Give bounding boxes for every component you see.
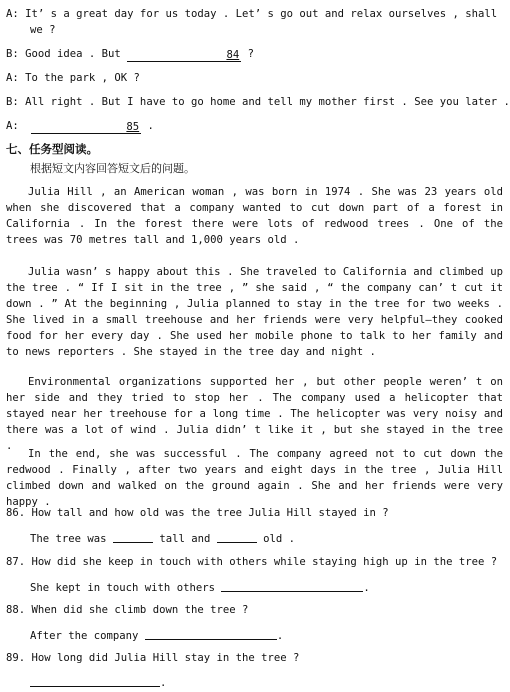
answer-87-prefix: She kept in touch with others	[30, 582, 215, 594]
dialogue-line-a2: A: To the park , OK ?	[6, 72, 140, 84]
answer-88-suffix: .	[276, 630, 284, 642]
answer-88-blank[interactable]	[145, 627, 277, 640]
dialogue-line-a1-cont: we ?	[30, 24, 56, 36]
question-88: 88. When did she climb down the tree ?	[6, 604, 249, 616]
section-title: 七、任务型阅读。	[6, 142, 98, 156]
answer-86-mid: tall and	[159, 533, 211, 545]
passage-paragraph-4-text: In the end, she was successful . The company agreed not to cut down the redwood . Finally , after two years and eight days in the tree , Julia Hill climbed down and walked on the ground again . She and her friends were very happy .	[6, 448, 503, 508]
passage-paragraph-1-text: Julia Hill , an American woman , was born in 1974 . She was 23 years old when she discovered that a company wanted to cut down part of a forest in California . In the forest there were lots of redwood trees . One of the trees was 70 metres tall and 1,000 years old .	[6, 186, 503, 246]
dialogue-a3-suffix: .	[147, 120, 154, 132]
dialogue-b1-prefix: B: Good idea . But	[6, 48, 121, 60]
passage-paragraph-4	[6, 446, 503, 510]
dialogue-b1-suffix: ?	[247, 48, 254, 60]
dialogue-line-b1	[6, 46, 254, 62]
section-instruction: 根据短文内容回答短文后的问题。	[30, 162, 195, 175]
blank-85-number: 85	[126, 121, 140, 133]
answer-87-suffix: .	[363, 582, 370, 594]
blank-84[interactable]	[127, 49, 241, 62]
question-87: 87. How did she keep in touch with others while staying high up in the tree ?	[6, 556, 498, 568]
answer-86-prefix: The tree was	[30, 533, 107, 545]
passage-paragraph-3-text: Environmental organizations supported her , but other people weren’ t on her side and they tried to stop her . The company used a helicopter that stayed near her treehouse for a long time . The helicopter was very noisy and there was a lot of wind . Julia didn’ t like it , but she stayed in the tree .	[6, 376, 503, 452]
answer-86-line	[30, 529, 295, 547]
passage-paragraph-1	[6, 184, 503, 248]
dialogue-line-a3	[6, 118, 154, 134]
passage-paragraph-2	[6, 264, 503, 360]
blank-85[interactable]	[31, 121, 141, 134]
answer-86-suffix: old .	[263, 533, 296, 545]
answer-88-line	[30, 626, 283, 644]
question-86: 86. How tall and how old was the tree Julia Hill stayed in ?	[6, 507, 389, 519]
answer-89-blank[interactable]	[30, 674, 160, 687]
answer-87-blank[interactable]	[221, 579, 363, 592]
passage-paragraph-3	[6, 374, 503, 454]
dialogue-a3-prefix: A:	[6, 120, 19, 132]
dialogue-line-a1: A: It’ s a great day for us today . Let’ s go out and relax ourselves , shall	[6, 8, 498, 20]
answer-87-line	[30, 578, 370, 596]
answer-86-blank-old[interactable]	[217, 530, 257, 543]
answer-89-line	[30, 673, 166, 691]
passage-paragraph-2-text: Julia wasn’ s happy about this . She traveled to California and climbed up the tree . “ If I sit in the tree , ” she said , “ the company can’ t cut it down . ” At the beginning , Julia planned to stay in the tree for two weeks . She lived in a small treehouse and her friends were very helpful—they cooked food for her every day . She used her mobile phone to talk to her family and to news reporters . She stayed in the tree day and night .	[6, 266, 503, 358]
dialogue-line-b2: B: All right . But I have to go home and tell my mother first . See you later .	[6, 96, 510, 108]
blank-84-number: 84	[226, 49, 240, 61]
answer-88-prefix: After the company	[30, 630, 139, 642]
answer-86-blank-tall[interactable]	[113, 530, 153, 543]
answer-89-suffix: .	[160, 677, 167, 689]
question-89: 89. How long did Julia Hill stay in the tree ?	[6, 652, 300, 664]
